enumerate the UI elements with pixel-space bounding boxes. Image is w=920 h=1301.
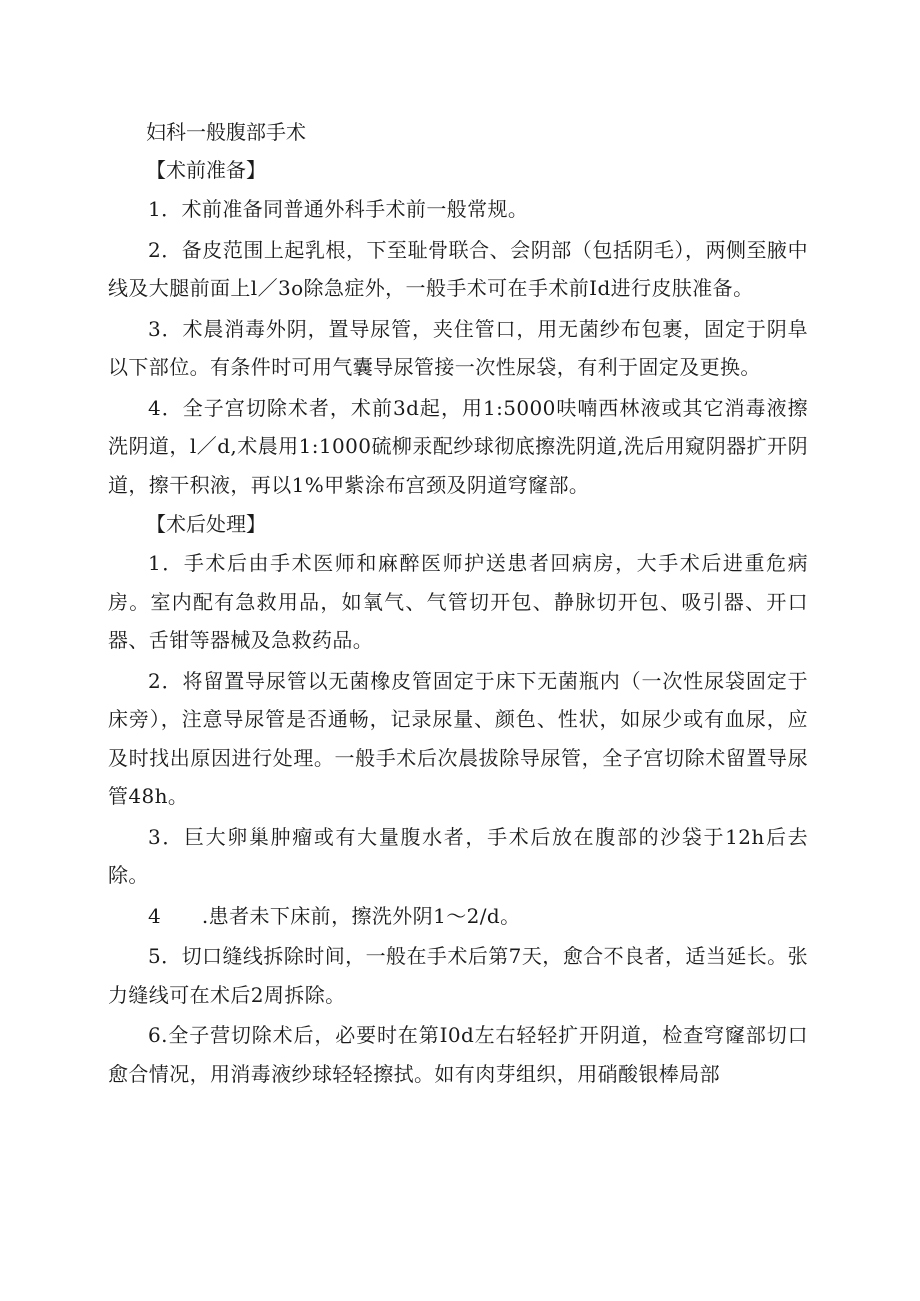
postop-heading: 【术后处理】 xyxy=(146,512,266,536)
postop-item-3: 3．巨大卵巢肿瘤或有大量腹水者，手术后放在腹部的沙袋于12h后去除。 xyxy=(108,824,808,887)
postop-item-4: 4 .患者未下床前，擦洗外阴1～2/d。 xyxy=(148,903,521,928)
postop-item-5: 5．切口缝线拆除时间，一般在手术后第7天，愈合不良者，适当延长。张力缝线可在术后2周拆除。 xyxy=(108,944,808,1007)
preop-item-3: 3．术晨消毒外阴，置导尿管，夹住管口，用无菌纱布包裹，固定于阴阜以下部位。有条件时可用气囊导尿管接一次性尿袋，有利于固定及更换。 xyxy=(108,316,808,379)
document-title: 妇科一般腹部手术 xyxy=(146,120,306,144)
preop-item-4: 4．全子宫切除术者，术前3d起，用1:5000呋喃西林液或其它消毒液擦洗阴道，l／d,术晨用1:1000硫柳汞配纱球彻底擦洗阴道,洗后用窥阴器扩开阴道，擦干积液，再以1%甲紫涂布宫颈及阴道穹窿部。 xyxy=(108,395,808,497)
postop-item-6: 6.全子营切除术后，必要时在第I0d左右轻轻扩开阴道，检查穹窿部切口愈合情况，用消毒液纱球轻轻擦拭。如有肉芽组织，用硝酸银棒局部 xyxy=(108,1023,808,1086)
document-page xyxy=(108,114,808,1095)
preop-item-1: 1．术前准备同普通外科手术前一般常规。 xyxy=(148,197,529,221)
preop-item-2: 2．备皮范围上起乳根，下至耻骨联合、会阴部（包括阴毛），两侧至腋中线及大腿前面上l／3o除急症外，一般手术可在手术前Id进行皮肤准备。 xyxy=(108,237,808,300)
preop-heading: 【术前准备】 xyxy=(146,158,266,182)
postop-item-2: 2．将留置导尿管以无菌橡皮管固定于床下无菌瓶内（一次性尿袋固定于床旁），注意导尿管是否通畅，记录尿量、颜色、性状，如尿少或有血尿，应及时找出原因进行处理。一般手术后次晨拔除导尿管，全子宫切除术留置导尿管48h。 xyxy=(108,668,808,808)
postop-item-1: 1．手术后由手术医师和麻醉医师护送患者回病房，大手术后进重危病房。室内配有急救用品，如氧气、气管切开包、静脉切开包、吸引器、开口器、舌钳等器械及急救药品。 xyxy=(108,551,808,652)
